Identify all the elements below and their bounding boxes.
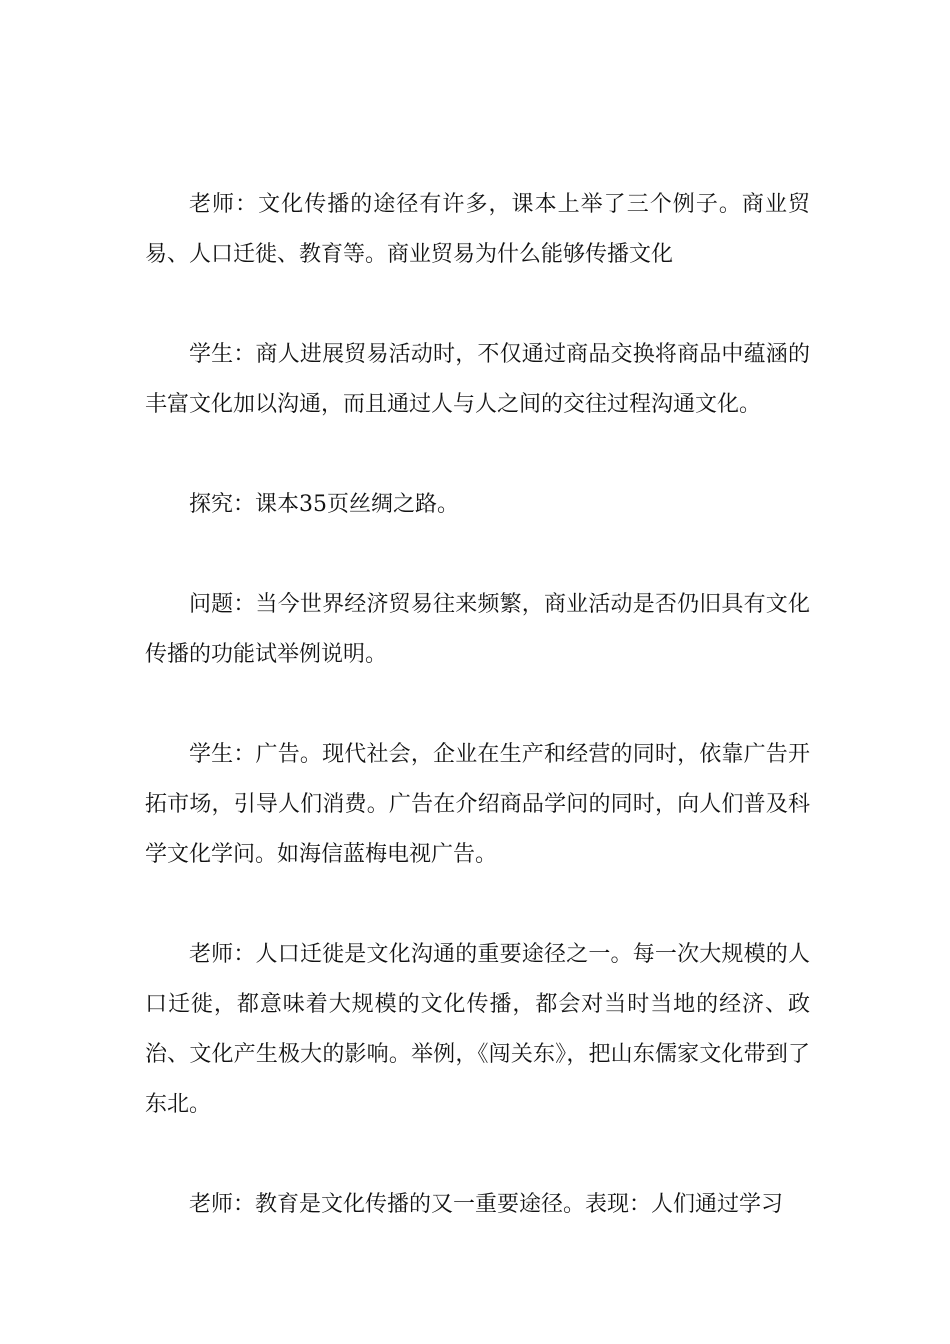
paragraph-teacher-education: 老师：教育是文化传播的又一重要途径。表现：人们通过学习	[189, 1192, 784, 1217]
paragraph-teacher-trade: 老师：文化传播的途径有许多，课本上举了三个例子。商业贸易、人口迁徙、教育等。商业贸易为什么能够传播文化	[145, 192, 810, 267]
paragraph-question-commerce: 问题：当今世界经济贸易往来频繁，商业活动是否仍旧具有文化传播的功能试举例说明。	[145, 592, 810, 667]
document-body	[145, 180, 810, 1280]
paragraph-teacher-migration: 老师：人口迁徙是文化沟通的重要途径之一。每一次大规模的人口迁徙，都意味着大规模的文化传播，都会对当时当地的经济、政治、文化产生极大的影响。举例，《闯关东》，把山东儒家文化带到了东北。	[145, 942, 810, 1117]
paragraph-student-merchants: 学生：商人进展贸易活动时，不仅通过商品交换将商品中蕴涵的丰富文化加以沟通，而且通过人与人之间的交往过程沟通文化。	[145, 342, 810, 417]
paragraph-explore-silk-road: 探究：课本35页丝绸之路。	[189, 492, 459, 517]
paragraph-student-advertising: 学生：广告。现代社会，企业在生产和经营的同时，依靠广告开拓市场，引导人们消费。广告在介绍商品学问的同时，向人们普及科学文化学问。如海信蓝梅电视广告。	[145, 742, 810, 867]
